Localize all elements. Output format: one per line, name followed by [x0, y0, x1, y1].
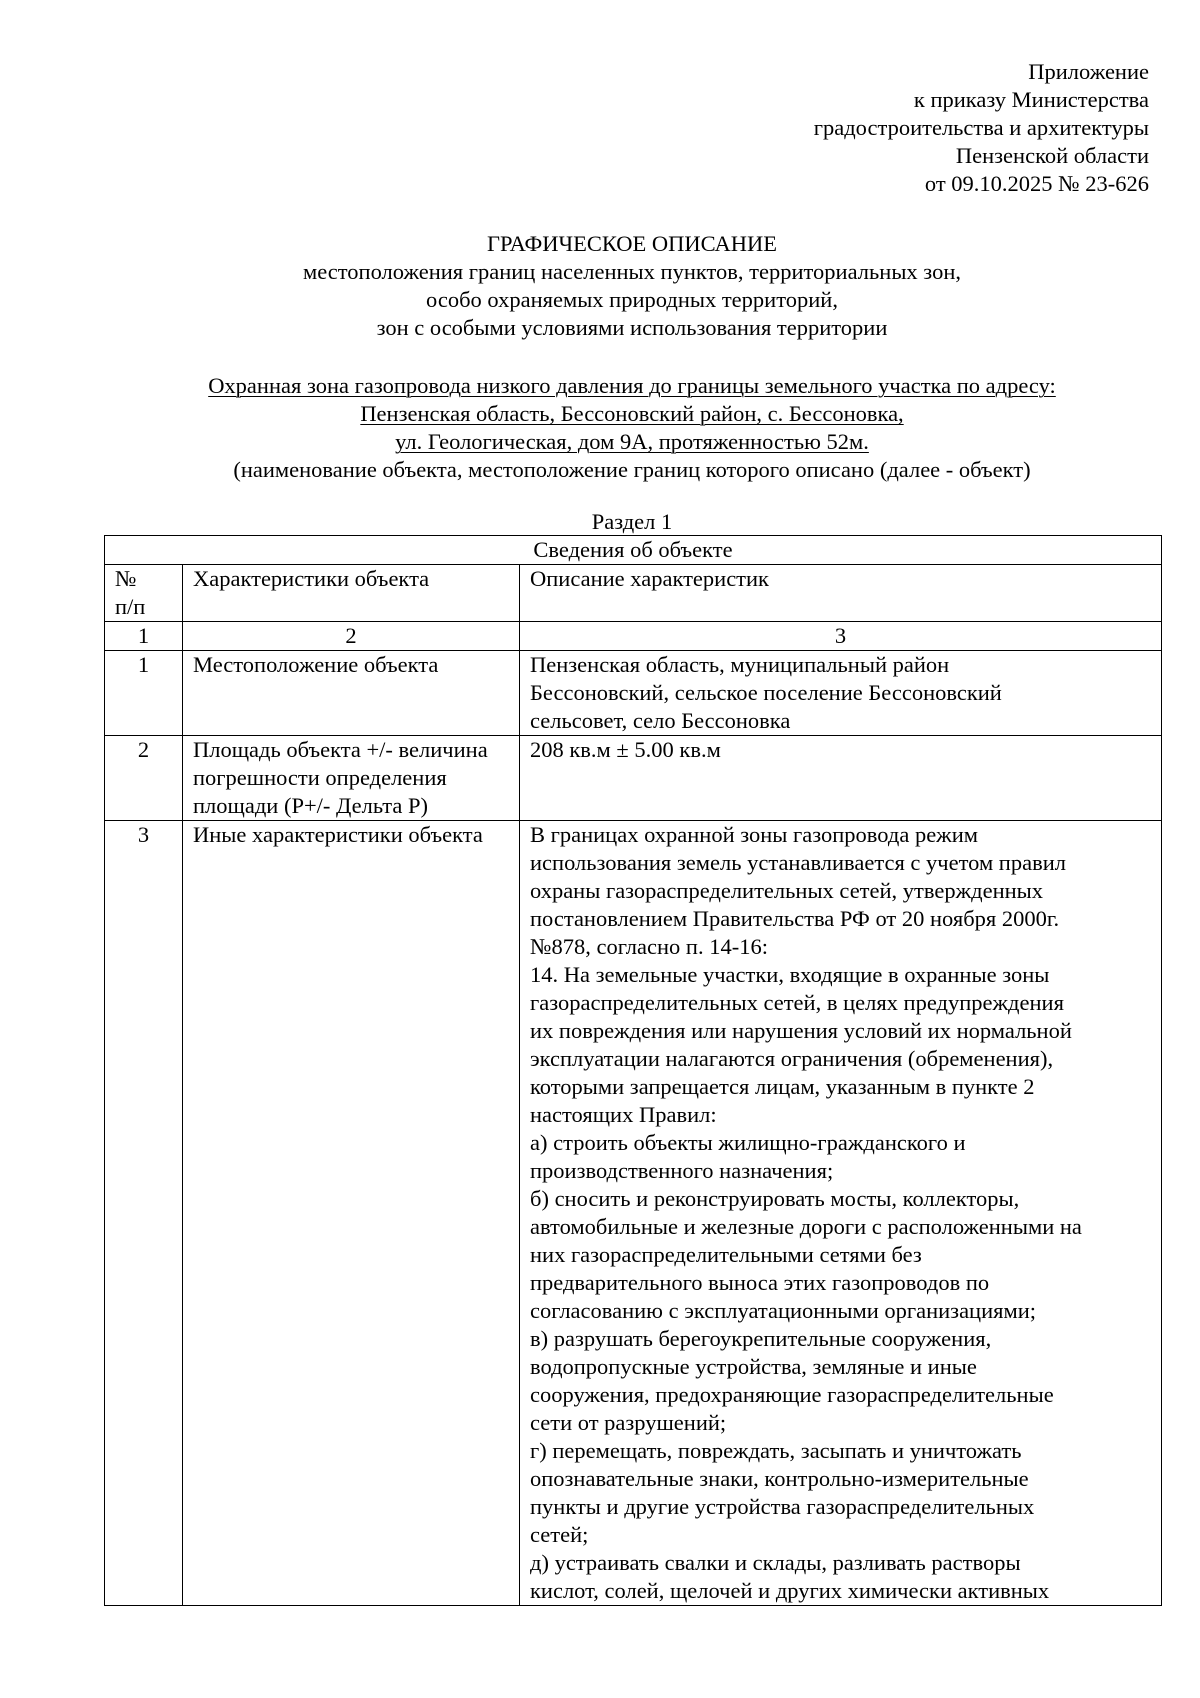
title-line: зон с особыми условиями использования территории [376, 315, 888, 340]
header-description: Описание характеристик [520, 565, 1162, 622]
row-characteristic: Иные характеристики объекта [183, 821, 520, 1606]
table-header-row [105, 565, 1162, 622]
table-row [105, 736, 1162, 821]
row-characteristic: Местоположение объекта [183, 651, 520, 736]
header-characteristic: Характеристики объекта [183, 565, 520, 622]
column-number: 3 [520, 622, 1162, 651]
column-number: 1 [105, 622, 183, 651]
document-title [100, 230, 1164, 342]
table-row [105, 651, 1162, 736]
header-num: № п/п [105, 565, 183, 622]
title-line: местоположения границ населенных пунктов, территориальных зон, [303, 259, 961, 284]
appendix-line: к приказу Министерства [913, 87, 1149, 112]
object-name-line: ул. Геологическая, дом 9А, протяженностью 52м. [395, 429, 869, 454]
column-number-row [105, 622, 1162, 651]
row-description: 208 кв.м ± 5.00 кв.м [520, 736, 1162, 821]
object-name-block [100, 372, 1164, 484]
object-name-line: Пензенская область, Бессоновский район, с. Бессоновка, [360, 401, 904, 426]
appendix-line: Приложение [1028, 59, 1149, 84]
object-name-note: (наименование объекта, местоположение границ которого описано (далее - объект) [233, 457, 1031, 482]
object-name-line: Охранная зона газопровода низкого давления до границы земельного участка по адресу: [208, 373, 1056, 398]
appendix-date-number: от 09.10.2025 № 23-626 [924, 171, 1149, 196]
row-number: 3 [105, 821, 183, 1606]
appendix-header [814, 58, 1149, 198]
title-heading: ГРАФИЧЕСКОЕ ОПИСАНИЕ [486, 231, 778, 256]
column-number: 2 [183, 622, 520, 651]
table-caption: Сведения об объекте [105, 536, 1162, 565]
row-description: Пензенская область, муниципальный район Бессоновский, сельское поселение Бессоновский сельсовет, село Бессоновка [520, 651, 1162, 736]
section-label: Раздел 1 [591, 509, 673, 534]
appendix-line: градостроительства и архитектуры [813, 115, 1149, 140]
row-number: 2 [105, 736, 183, 821]
object-info-table [104, 535, 1162, 1606]
row-characteristic: Площадь объекта +/- величина погрешности определения площади (Р+/- Дельта Р) [183, 736, 520, 821]
row-description: В границах охранной зоны газопровода режим использования земель устанавливается с учетом правил охраны газораспределительных сетей, утвержденных постановлением Правительства РФ от 20 ноября 2000г. №878, согласно п. 14-16: 14. На земельные участки, входящие в охранные зоны газораспределительных сетей, в целях предупреждения их повреждения или нарушения условий их нормальной эксплуатации налагаются ограничения (обременения), которыми запрещается лицам, указанным в пункте 2 настоящих Правил: а) строить объекты жилищно-гражданского и производственного назначения; б) сносить и реконструировать мосты, коллекторы, автомобильные и железные дороги с расположенными на них газораспределительными сетями без предварительного выноса этих газопроводов по согласованию с эксплуатационными организациями; в) разрушать берегоукрепительные сооружения, водопропускные устройства, земляные и иные сооружения, предохраняющие газораспределительные сети от разрушений; г) перемещать, повреждать, засыпать и уничтожать опознавательные знаки, контрольно-измерительные пункты и другие устройства газораспределительных сетей; д) устраивать свалки и склады, разливать растворы кислот, солей, щелочей и других химически активных [520, 821, 1162, 1606]
table-row [105, 821, 1162, 1606]
row-number: 1 [105, 651, 183, 736]
table-caption-row [105, 536, 1162, 565]
appendix-line: Пензенской области [955, 143, 1149, 168]
title-line: особо охраняемых природных территорий, [426, 287, 838, 312]
